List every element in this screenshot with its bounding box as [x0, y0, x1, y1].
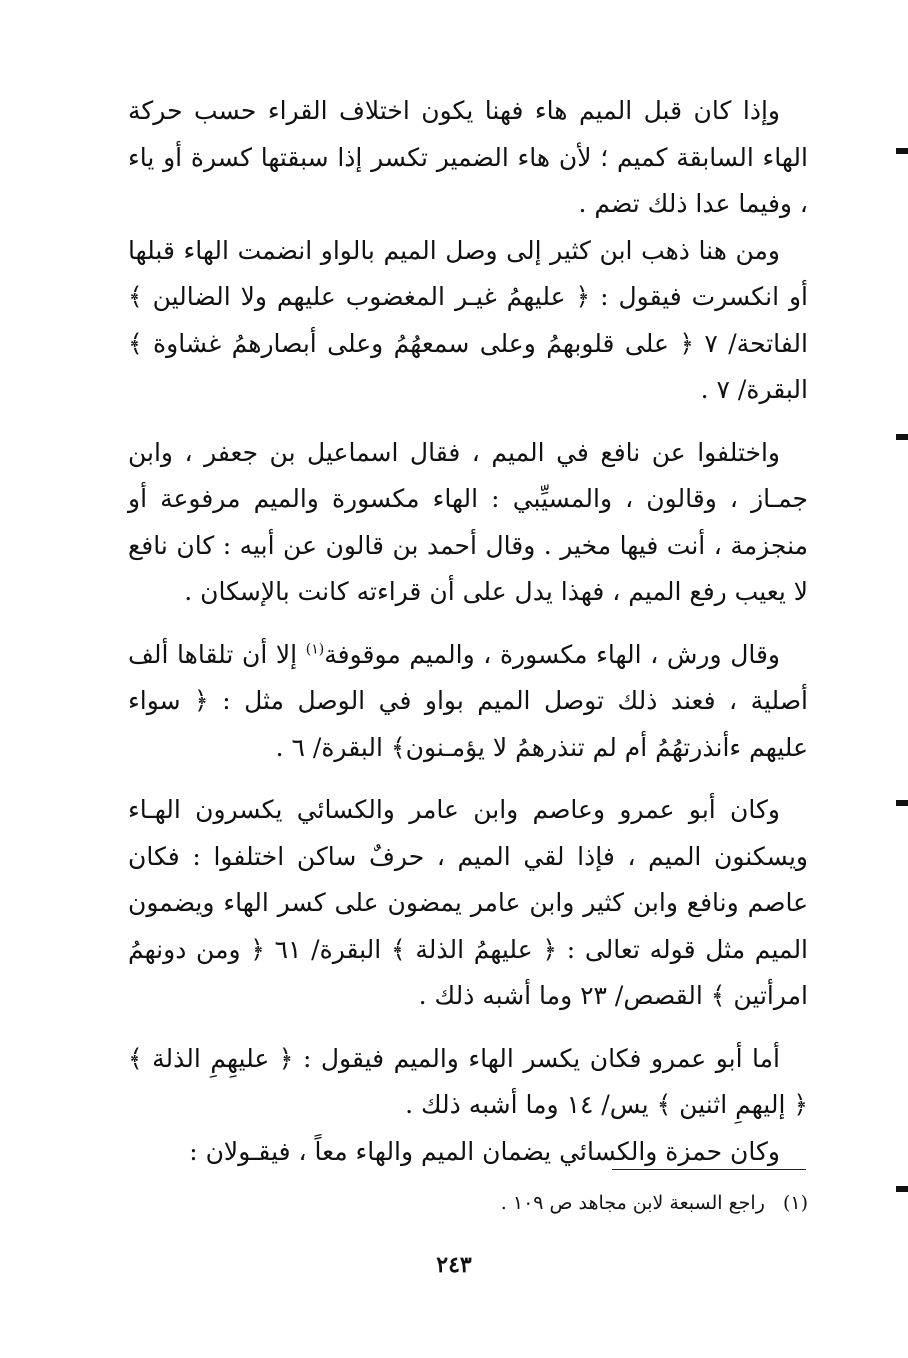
paragraph-4-start: وقال ورش ، الهاء مكسورة ، والميم موقوفة: [324, 639, 781, 669]
paragraph-1: وإذا كان قبل الميم هاء فهنا يكون اختلاف القراء حسب حركة الهاء السابقة كميم ؛ لأن هاء الضمير تكسر إذا سبقتها كسرة أو ياء ، وفيما عدا ذلك تضم .: [128, 96, 808, 218]
paragraph-3: واختلفوا عن نافع في الميم ، فقال اسماعيل بن جعفر ، وابن جمـاز ، وقالون ، والمسيِّبي : الهاء مكسورة والميم مرفوعة أو منجزمة ، أنت فيها مخير . وقال أحمد بن قالون عن أبيه : كان نافع لا يعيب رفع الميم ، فهذا يدل على أن قراءته كانت بالإسكان .: [128, 437, 808, 606]
scan-edge-mark: [896, 434, 908, 440]
main-text: [128, 88, 808, 1175]
paragraph-7: وكان حمزة والكسائي يضمان الميم والهاء معاً ، فيقـولان :: [189, 1136, 780, 1166]
footnote-reference: (١): [305, 641, 325, 658]
scan-edge-mark: [896, 1186, 908, 1192]
footnote-divider: [612, 1169, 806, 1170]
paragraph-6: أما أبو عمرو فكان يكسر الهاء والميم فيقول : ﴿ عليهِمِ الذلة ﴾ ﴿ إليهمِ اثنين ﴾ يس/ ١٤ وما أشبه ذلك .: [128, 1043, 808, 1119]
scan-edge-mark: [896, 148, 908, 154]
page-number: ٢٤٣: [436, 1252, 472, 1278]
scan-edge-mark: [896, 800, 908, 806]
footnote-text: راجع السبعة لابن مجاهد ص ١٠٩ .: [500, 1192, 765, 1214]
paragraph-4: [128, 632, 808, 772]
paragraph-2: ومن هنا ذهب ابن كثير إلى وصل الميم بالواو انضمت الهاء قبلها أو انكسرت فيقول : ﴿ عليهمُ غيـر المغضوب عليهم ولا الضالين ﴾ الفاتحة/ ٧ ﴿ على قلوبهمُ وعلى سمعهُمُ وعلى أبصارهمُ غشاوة ﴾ البقرة/ ٧ .: [128, 235, 808, 404]
footnote: [501, 1186, 808, 1220]
footnote-number: (١): [782, 1192, 808, 1214]
paragraph-4-end: إلا أن تلقاها ألف أصلية ، فعند ذلك توصل الميم بواو في الوصل مثل : ﴿ سواء عليهم ءأنذرتهُمُ أم لم تنذرهمُ لا يؤمـنون﴾ البقرة/ ٦ .: [128, 639, 808, 762]
paragraph-5: وكان أبو عمرو وعاصم وابن عامر والكسائي يكسرون الهـاء ويسكنون الميم ، فإذا لقي الميم ، حرفٌ ساكن اختلفوا : فكان عاصم ونافع وابن كثير وابن عامر يمضون على كسر الهاء ويضمون الميم مثل قوله تعالى : ﴿ عليهمُ الذلة ﴾ البقرة/ ٦١ ﴿ ومن دونهمُ امرأتين ﴾ القصص/ ٢٣ وما أشبه ذلك .: [128, 795, 809, 1010]
